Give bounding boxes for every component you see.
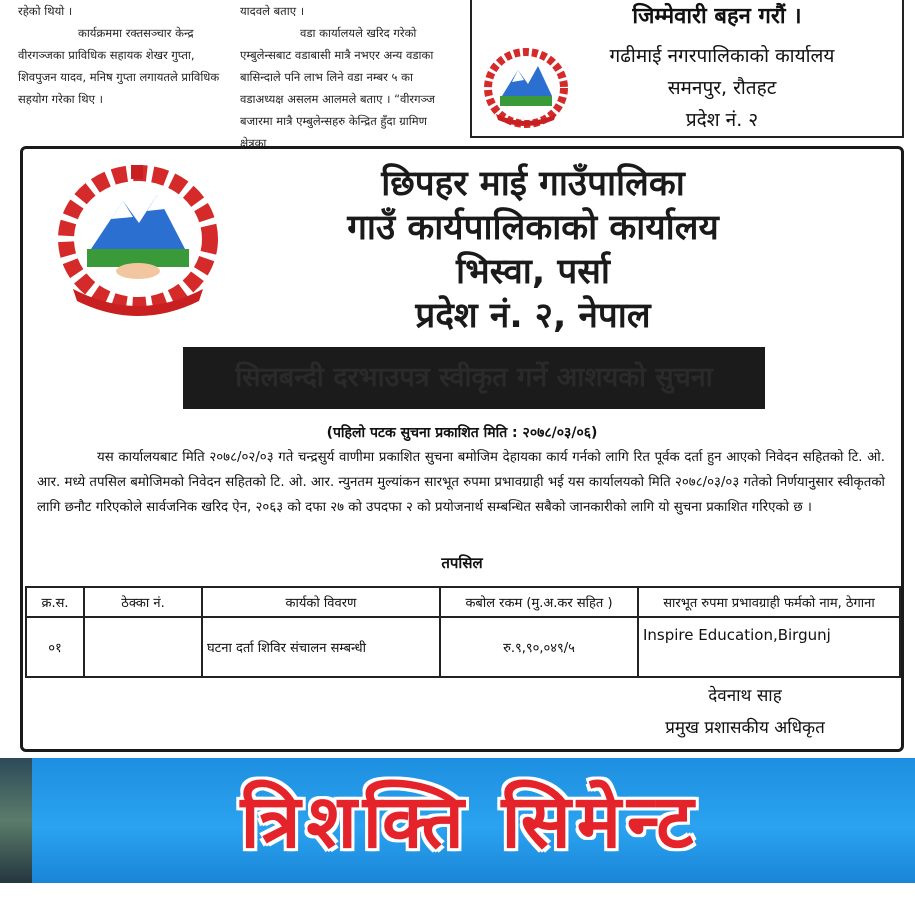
table-row (26, 617, 900, 677)
notice-body-text: यस कार्यालयबाट मिति २०७८/०२/०३ गते चन्द्रसुर्य वाणीमा प्रकाशित सुचना बमोजिम देहायका कार्य गर्नको लागि रित पूर्वक दर्ता हुन आएको निवेदन सहितको टि. ओ. आर. मध्ये तपसिल बमोजिमको निवेदन सहितको टि. ओ. आर. न्युनतम मुल्यांकन सारभूत रुपमा प्रभावग्राही भई यस कार्यालयको मिति २०७८/०३/०३ गतेको निर्णयानुसार स्वीकृतको लागि छनौट गरिएकोले सार्वजनिक खरिद ऐन, २०६३ को दफा २७ को उपदफा २ को प्रयोजनार्थ सम्बन्धित सबैको जानकारीको लागि यो सुचना प्रकाशित गरिएको छ । (37, 450, 885, 515)
table-header: सारभूत रुपमा प्रभावग्राही फर्मको नाम, ठेगाना (638, 587, 900, 617)
office-heading-2: गाउँ कार्यपालिकाको कार्यालय (347, 208, 719, 248)
tapsil-heading: तपसिल (441, 554, 483, 572)
notice-banner: सिलबन्दी दरभाउपत्र स्वीकृत गर्ने आशयको सुचना (183, 347, 765, 409)
article-text: वडा कार्यालयले खरिद गरेको एम्बुलेन्सबाट वडाबासी मात्रै नभएर अन्य वडाका बासिन्दाले पनि लाभ लिने वडा नम्बर ५ का वडाअध्यक्ष असलम आलमले बताए । “वीरगञ्ज बजारमा मात्रै एम्बुलेन्सहरु केन्द्रित हुँदा ग्रामिण क्षेत्रका (240, 26, 435, 150)
article-text: रहेको थियो । (18, 4, 73, 18)
table-cell-sn: ०१ (26, 617, 84, 677)
nepal-emblem-icon (53, 161, 223, 321)
table-header: ठेक्का नं. (84, 587, 202, 617)
table-cell-firm: Inspire Education,Birgunj (638, 617, 900, 677)
table-header-row (26, 587, 900, 617)
tender-notice (20, 146, 904, 752)
ad-box-line3: प्रदेश नं. २ (685, 109, 759, 131)
article-column-right (240, 0, 452, 154)
ad-photo-strip (0, 758, 32, 883)
tender-table (25, 586, 901, 678)
article-text: कार्यक्रममा रक्तसञ्चार केन्द्र वीरगञ्जका प्राविधिक सहायक शेखर गुप्ता, शिवपुजन यादव, मनिष गुप्ता लगायतले प्राविधिक सहयोग गरेका थिए । (18, 26, 220, 106)
notice-body (37, 445, 885, 520)
publish-date: (पहिलो पटक सुचना प्रकाशित मिति : २०७८/०३/०६) (326, 425, 598, 441)
municipality-ad-box (470, 0, 904, 138)
table-header: कबोल रकम (मु.अ.कर सहित ) (440, 587, 638, 617)
table-cell-description: घटना दर्ता शिविर संचालन सम्बन्धी (202, 617, 440, 677)
cement-ad-text: त्रिशक्ति सिमेन्ट (240, 779, 700, 865)
office-heading-4: प्रदेश नं. २, नेपाल (415, 296, 651, 336)
ad-box-title: जिम्मेवारी बहन गरौं । (632, 4, 802, 29)
signatory-title: प्रमुख प्रशासकीय अधिकृत (665, 718, 825, 738)
office-heading-3: भिस्वा, पर्सा (456, 252, 610, 292)
table-header: क्र.स. (26, 587, 84, 617)
ad-box-line1: गढीमाई नगरपालिकाको कार्यालय (609, 45, 835, 67)
table-cell-contract-no (84, 617, 202, 677)
article-column-left (18, 0, 228, 110)
ad-box-line2: समनपुर, रौतहट (667, 77, 777, 99)
signatory-name: देवनाथ साह (708, 686, 782, 706)
article-text: यादवले बताए । (240, 4, 305, 18)
office-heading-1: छिपहर माई गाउँपालिका (381, 164, 685, 204)
table-cell-amount: रु.९,९०,०४९/५ (440, 617, 638, 677)
table-header: कार्यको विवरण (202, 587, 440, 617)
